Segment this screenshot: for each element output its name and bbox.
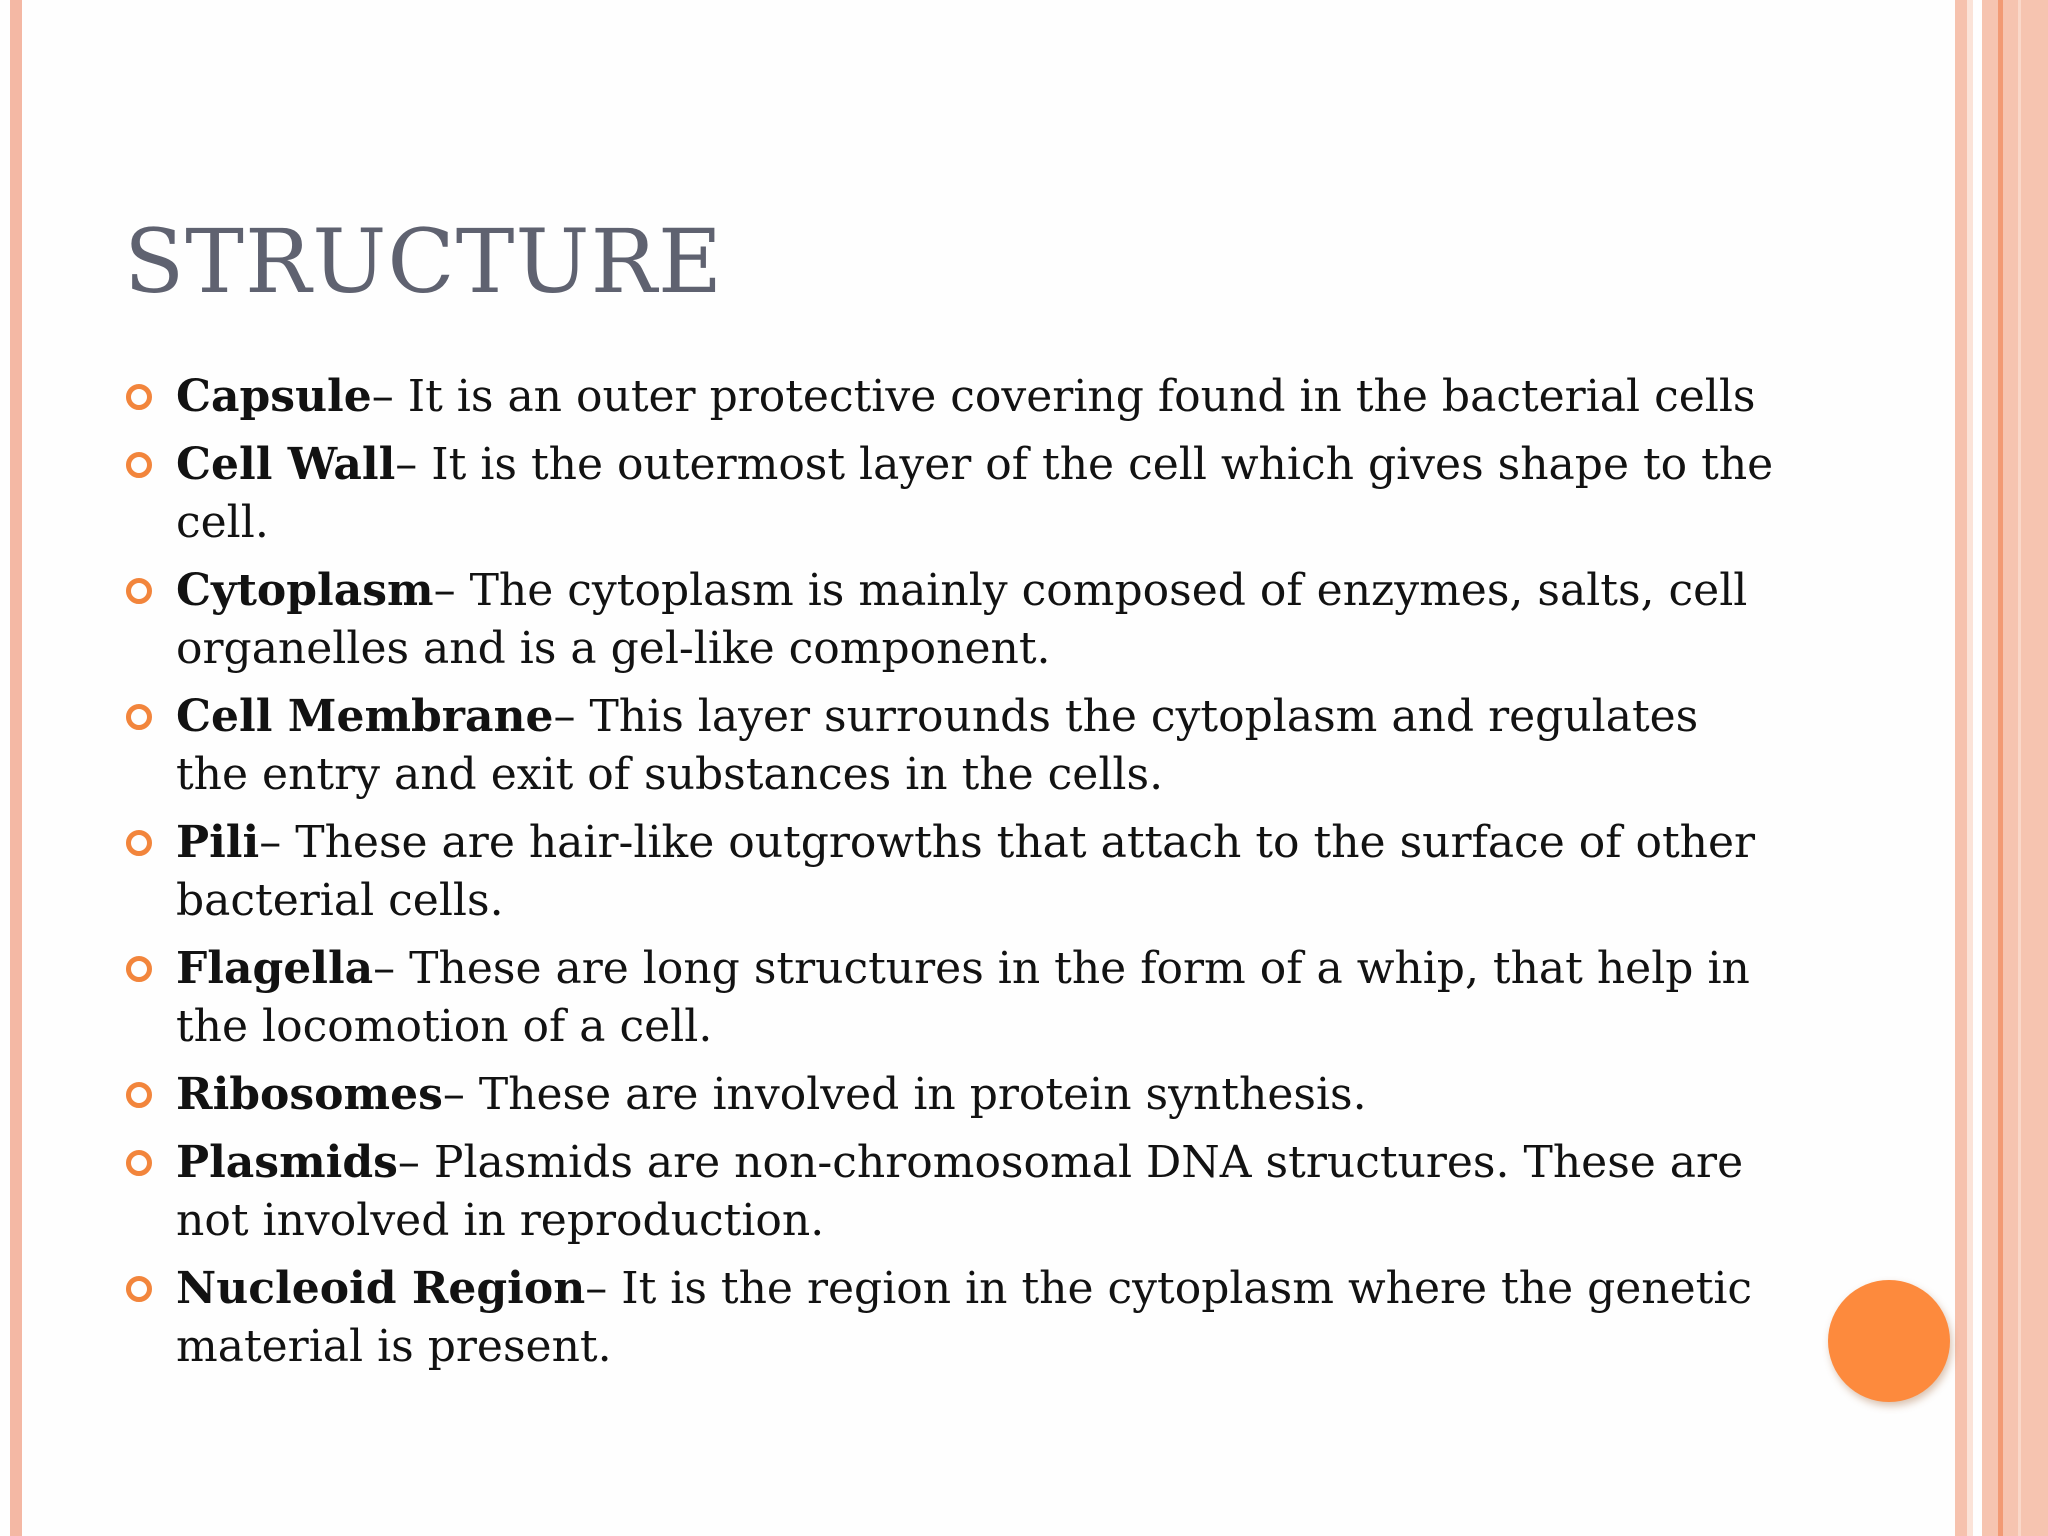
bullet-description: – The cytoplasm is mainly composed of enzymes, salts, cell organelles and is a gel-like component. — [176, 565, 1748, 674]
bullet-description: – These are long structures in the form of a whip, that help in the locomotion of a cell. — [176, 943, 1750, 1052]
right-border-stripe — [1982, 0, 2048, 1536]
bullet-term: Cell Membrane — [176, 691, 554, 742]
bullet-circle-icon — [126, 1150, 152, 1176]
slide-title: STRUCTURE — [124, 210, 724, 313]
bullet-term: Capsule — [176, 371, 372, 422]
bullet-circle-icon — [126, 384, 152, 410]
bullet-term: Flagella — [176, 943, 374, 994]
bullet-list — [124, 368, 1784, 1386]
bullet-term: Plasmids — [176, 1137, 398, 1188]
bullet-term: Cytoplasm — [176, 565, 434, 616]
bullet-circle-icon — [126, 956, 152, 982]
left-border-stripe — [10, 0, 22, 1536]
bullet-circle-icon — [126, 578, 152, 604]
bullet-description: – These are hair-like outgrowths that attach to the surface of other bacterial cells. — [176, 817, 1756, 926]
bullet-circle-icon — [126, 704, 152, 730]
bullet-circle-icon — [126, 1082, 152, 1108]
bullet-circle-icon — [126, 830, 152, 856]
bullet-term: Cell Wall — [176, 439, 396, 490]
list-item — [124, 436, 1784, 552]
bullet-description: – It is the region in the cytoplasm where the genetic material is present. — [176, 1263, 1753, 1372]
bullet-circle-icon — [126, 452, 152, 478]
right-border-stripe — [1998, 0, 2003, 1536]
bullet-term: Pili — [176, 817, 260, 868]
list-item — [124, 368, 1784, 426]
right-border-stripe — [1955, 0, 1967, 1536]
bullet-term: Ribosomes — [176, 1069, 443, 1120]
bullet-description: – It is an outer protective covering found in the bacterial cells — [371, 371, 1756, 422]
right-border-stripe — [1967, 0, 1973, 1536]
list-item — [124, 1134, 1784, 1250]
list-item — [124, 688, 1784, 804]
bullet-description: – This layer surrounds the cytoplasm and regulates the entry and exit of substances in the cells. — [176, 691, 1699, 800]
list-item — [124, 562, 1784, 678]
list-item — [124, 940, 1784, 1056]
bullet-description: – Plasmids are non-chromosomal DNA structures. These are not involved in reproduction. — [176, 1137, 1744, 1246]
list-item — [124, 814, 1784, 930]
bullet-description: – These are involved in protein synthesis. — [442, 1069, 1367, 1120]
bullet-description: – It is the outermost layer of the cell which gives shape to the cell. — [176, 439, 1774, 548]
bullet-circle-icon — [126, 1276, 152, 1302]
decorative-orange-circle — [1828, 1280, 1950, 1402]
bullet-term: Nucleoid Region — [176, 1263, 586, 1314]
list-item — [124, 1066, 1784, 1124]
right-border-stripe — [2018, 0, 2021, 1536]
list-item — [124, 1260, 1784, 1376]
